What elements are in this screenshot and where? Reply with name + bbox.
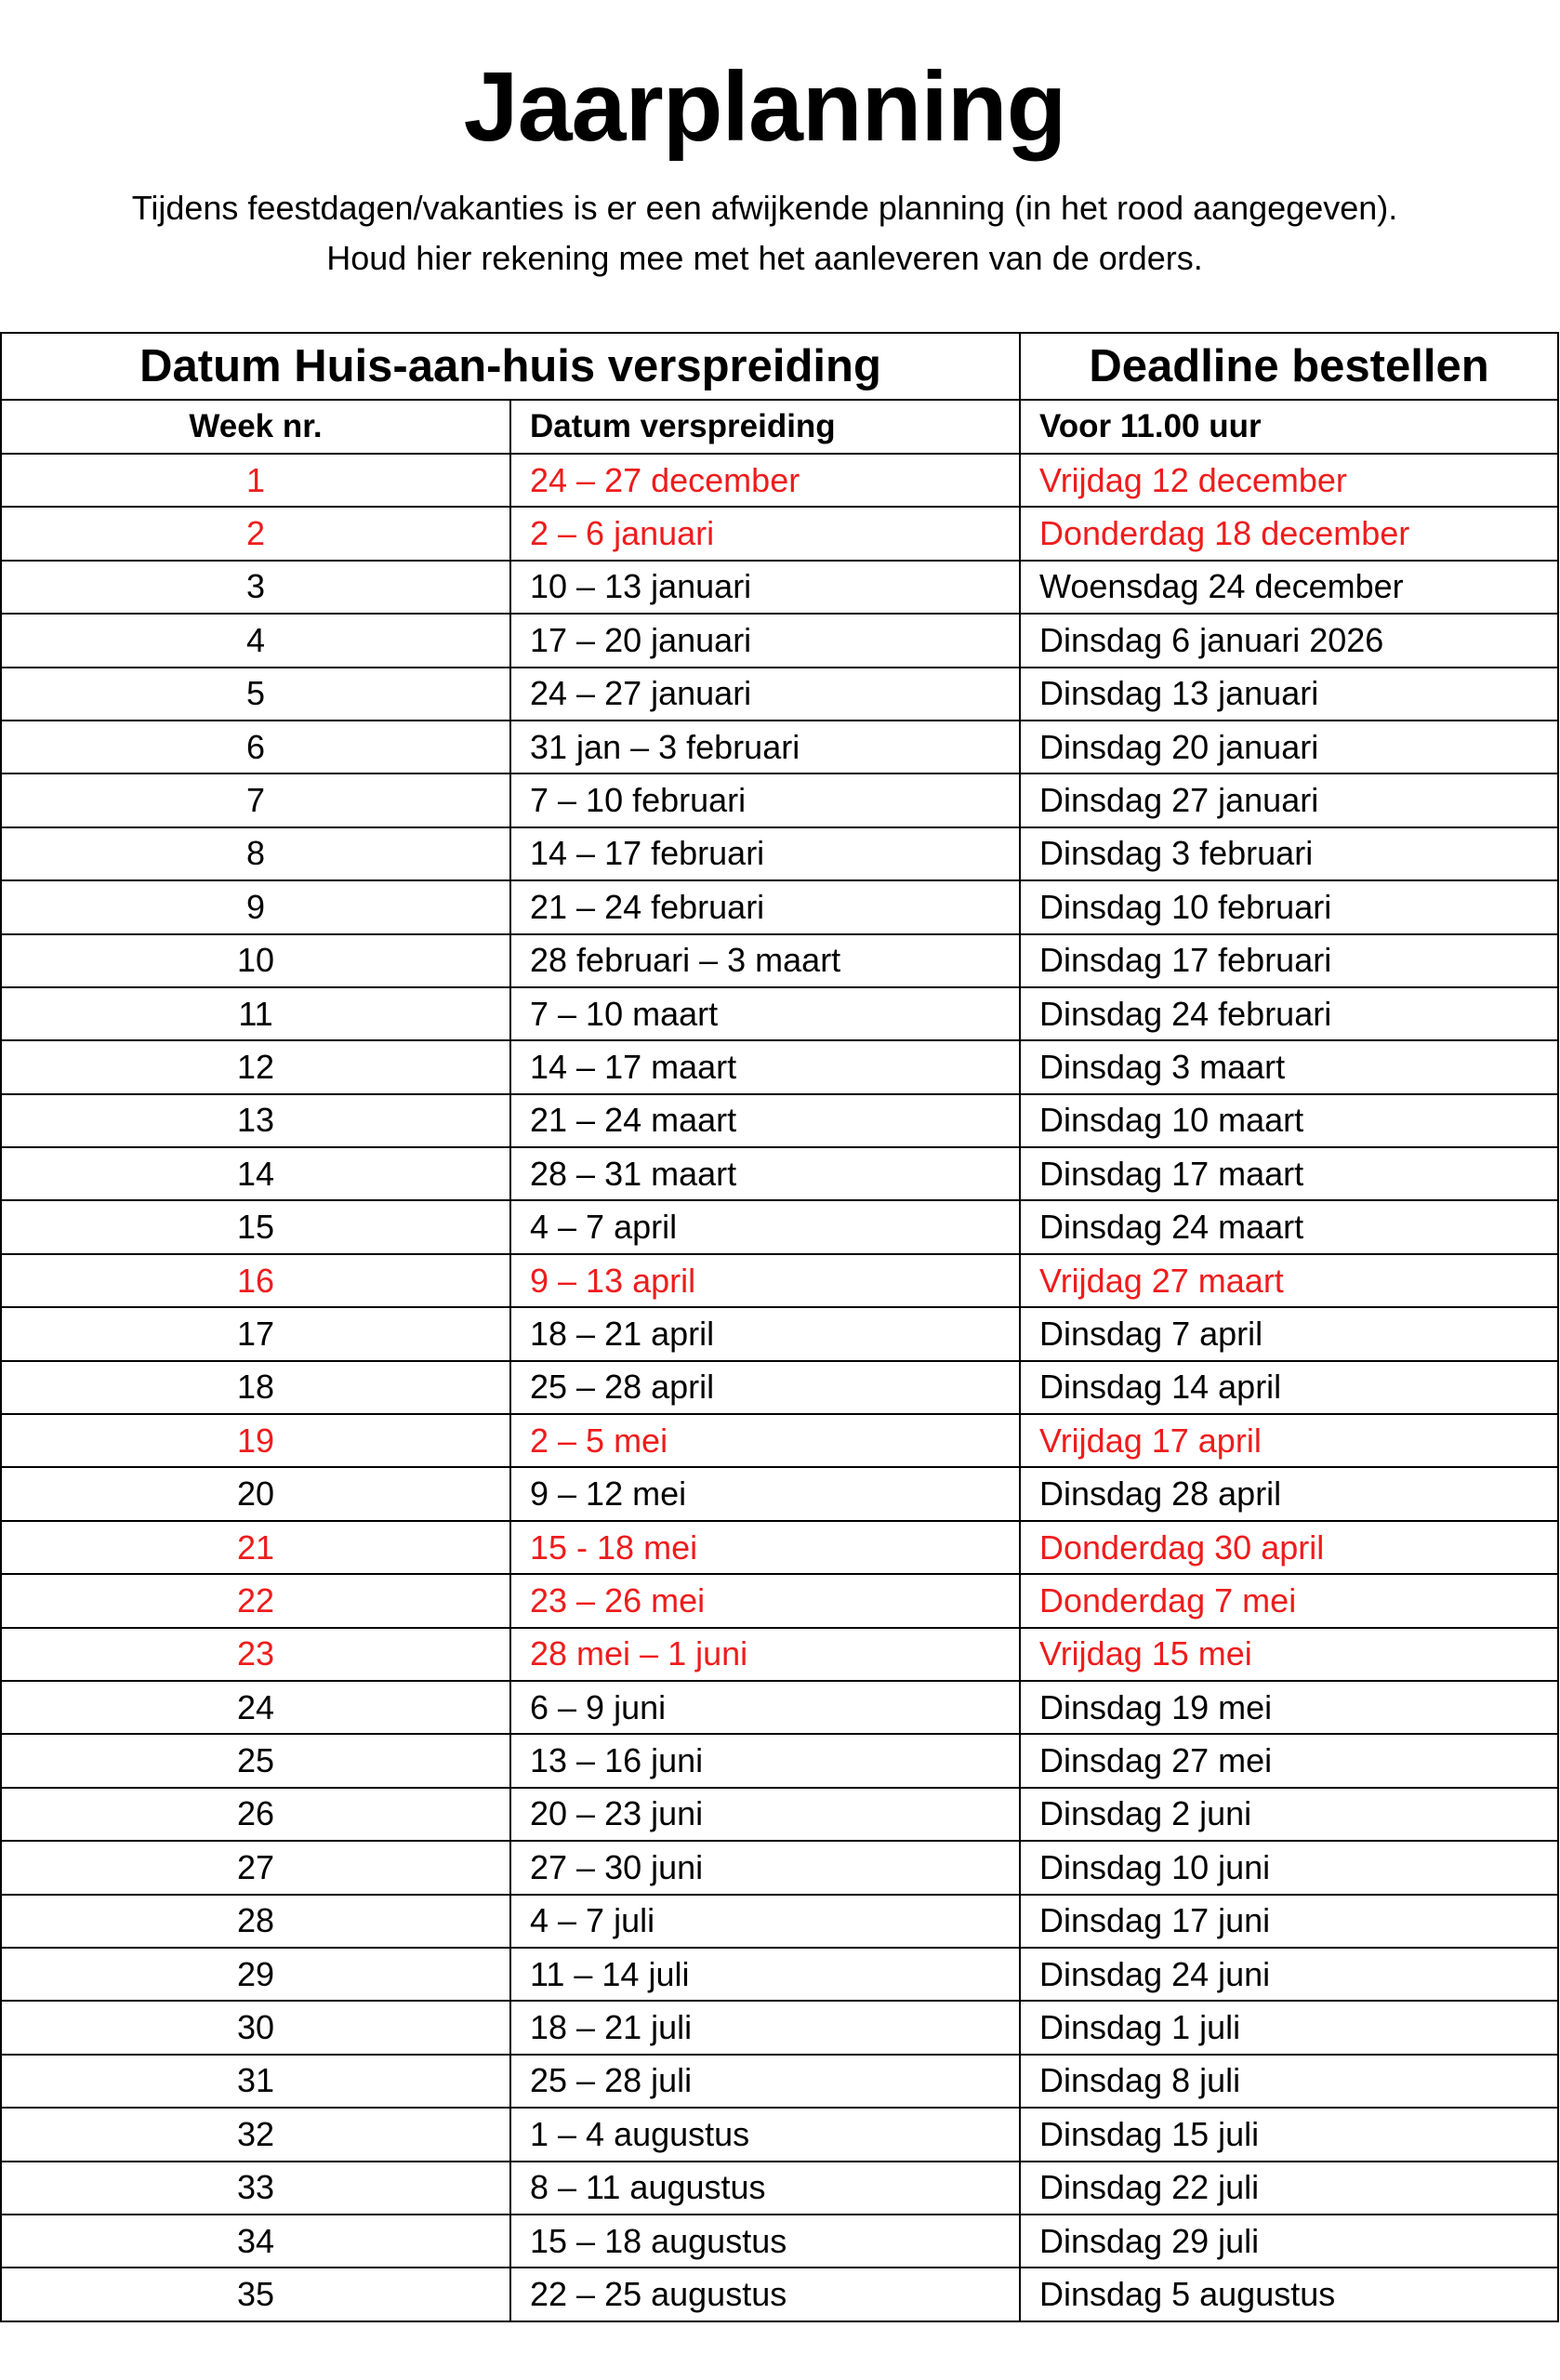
week-cell: 16 (1, 1254, 510, 1307)
deadline-cell: Dinsdag 1 juli (1020, 2001, 1558, 2054)
date-cell: 7 – 10 februari (510, 774, 1020, 826)
deadline-cell: Dinsdag 17 juni (1020, 1895, 1558, 1948)
deadline-cell: Vrijdag 12 december (1020, 454, 1558, 507)
date-cell: 18 – 21 juli (510, 2001, 1020, 2054)
table-row (1, 2055, 1558, 2108)
date-cell: 18 – 21 april (510, 1307, 1020, 1360)
week-cell: 8 (1, 827, 510, 880)
date-cell: 28 februari – 3 maart (510, 934, 1020, 987)
date-cell: 13 – 16 juni (510, 1734, 1020, 1787)
date-cell: 24 – 27 december (510, 454, 1020, 507)
week-cell: 14 (1, 1147, 510, 1200)
week-cell: 23 (1, 1628, 510, 1681)
table-row (1, 1147, 1558, 1200)
week-cell: 28 (1, 1895, 510, 1948)
date-cell: 28 mei – 1 juni (510, 1628, 1020, 1681)
date-cell: 24 – 27 januari (510, 668, 1020, 721)
column-header-row (1, 400, 1558, 454)
table-row (1, 987, 1558, 1040)
deadline-cell: Dinsdag 17 februari (1020, 934, 1558, 987)
week-cell: 6 (1, 721, 510, 774)
week-cell: 24 (1, 1681, 510, 1734)
deadline-cell: Donderdag 7 mei (1020, 1574, 1558, 1627)
week-cell: 12 (1, 1040, 510, 1093)
table-row (1, 614, 1558, 667)
table-row (1, 507, 1558, 560)
table-row (1, 934, 1558, 987)
deadline-cell: Dinsdag 14 april (1020, 1361, 1558, 1414)
table-row (1, 2162, 1558, 2215)
group-header-row (1, 333, 1558, 400)
week-cell: 34 (1, 2215, 510, 2268)
deadline-cell: Dinsdag 10 juni (1020, 1841, 1558, 1894)
date-cell: 4 – 7 juli (510, 1895, 1020, 1948)
week-cell: 7 (1, 774, 510, 826)
week-cell: 26 (1, 1788, 510, 1841)
date-cell: 28 – 31 maart (510, 1147, 1020, 1200)
date-cell: 20 – 23 juni (510, 1788, 1020, 1841)
deadline-cell: Dinsdag 7 april (1020, 1307, 1558, 1360)
table-row (1, 1681, 1558, 1734)
week-cell: 29 (1, 1948, 510, 2001)
table-row (1, 1788, 1558, 1841)
column-header-date: Datum verspreiding (510, 400, 1020, 454)
date-cell: 14 – 17 februari (510, 827, 1020, 880)
week-cell: 35 (1, 2268, 510, 2320)
date-cell: 23 – 26 mei (510, 1574, 1020, 1627)
week-cell: 3 (1, 561, 510, 614)
date-cell: 7 – 10 maart (510, 987, 1020, 1040)
deadline-cell: Donderdag 18 december (1020, 507, 1558, 560)
date-cell: 25 – 28 juli (510, 2055, 1020, 2108)
table-row (1, 1361, 1558, 1414)
table-row (1, 1734, 1558, 1787)
group-header-distribution: Datum Huis-aan-huis verspreiding (1, 333, 1020, 400)
deadline-cell: Dinsdag 24 juni (1020, 1948, 1558, 2001)
date-cell: 21 – 24 februari (510, 880, 1020, 933)
table-row (1, 1040, 1558, 1093)
week-cell: 4 (1, 614, 510, 667)
date-cell: 31 jan – 3 februari (510, 721, 1020, 774)
table-row (1, 454, 1558, 507)
table-row (1, 880, 1558, 933)
deadline-cell: Dinsdag 27 mei (1020, 1734, 1558, 1787)
table-row (1, 1574, 1558, 1627)
deadline-cell: Dinsdag 22 juli (1020, 2162, 1558, 2215)
week-cell: 5 (1, 668, 510, 721)
week-cell: 33 (1, 2162, 510, 2215)
week-cell: 31 (1, 2055, 510, 2108)
table-row (1, 2108, 1558, 2161)
subtitle-line-1: Tijdens feestdagen/vakanties is er een afwijkende planning (in het rood aangegeven). (131, 189, 1398, 227)
deadline-cell: Dinsdag 28 april (1020, 1467, 1558, 1520)
deadline-cell: Dinsdag 20 januari (1020, 721, 1558, 774)
deadline-cell: Dinsdag 29 juli (1020, 2215, 1558, 2268)
week-cell: 20 (1, 1467, 510, 1520)
deadline-cell: Dinsdag 3 maart (1020, 1040, 1558, 1093)
deadline-cell: Dinsdag 27 januari (1020, 774, 1558, 826)
date-cell: 2 – 6 januari (510, 507, 1020, 560)
table-row (1, 1841, 1558, 1894)
deadline-cell: Woensdag 24 december (1020, 561, 1558, 614)
deadline-cell: Dinsdag 10 februari (1020, 880, 1558, 933)
table-row (1, 2001, 1558, 2054)
table-row (1, 1628, 1558, 1681)
date-cell: 1 – 4 augustus (510, 2108, 1020, 2161)
table-row (1, 668, 1558, 721)
table-row (1, 1895, 1558, 1948)
week-cell: 9 (1, 880, 510, 933)
deadline-cell: Dinsdag 24 maart (1020, 1200, 1558, 1253)
week-cell: 32 (1, 2108, 510, 2161)
deadline-cell: Dinsdag 3 februari (1020, 827, 1558, 880)
date-cell: 11 – 14 juli (510, 1948, 1020, 2001)
date-cell: 2 – 5 mei (510, 1414, 1020, 1467)
week-cell: 17 (1, 1307, 510, 1360)
week-cell: 27 (1, 1841, 510, 1894)
date-cell: 15 – 18 augustus (510, 2215, 1020, 2268)
date-cell: 27 – 30 juni (510, 1841, 1020, 1894)
deadline-cell: Dinsdag 6 januari 2026 (1020, 614, 1558, 667)
week-cell: 19 (1, 1414, 510, 1467)
date-cell: 21 – 24 maart (510, 1094, 1020, 1147)
deadline-cell: Vrijdag 27 maart (1020, 1254, 1558, 1307)
deadline-cell: Dinsdag 24 februari (1020, 987, 1558, 1040)
deadline-cell: Vrijdag 15 mei (1020, 1628, 1558, 1681)
page-title: Jaarplanning (463, 52, 1066, 162)
table-row (1, 827, 1558, 880)
date-cell: 8 – 11 augustus (510, 2162, 1020, 2215)
week-cell: 15 (1, 1200, 510, 1253)
table-row (1, 721, 1558, 774)
week-cell: 30 (1, 2001, 510, 2054)
table-row (1, 1948, 1558, 2001)
table-row (1, 2268, 1558, 2320)
deadline-cell: Dinsdag 10 maart (1020, 1094, 1558, 1147)
table-row (1, 774, 1558, 826)
week-cell: 13 (1, 1094, 510, 1147)
deadline-cell: Donderdag 30 april (1020, 1521, 1558, 1574)
column-header-week: Week nr. (1, 400, 510, 454)
deadline-cell: Dinsdag 17 maart (1020, 1147, 1558, 1200)
table-row (1, 1254, 1558, 1307)
table-row (1, 1521, 1558, 1574)
date-cell: 15 - 18 mei (510, 1521, 1020, 1574)
week-cell: 25 (1, 1734, 510, 1787)
table-row (1, 1200, 1558, 1253)
table-row (1, 1094, 1558, 1147)
group-header-deadline: Deadline bestellen (1020, 333, 1558, 400)
week-cell: 21 (1, 1521, 510, 1574)
deadline-cell: Dinsdag 15 juli (1020, 2108, 1558, 2161)
table-row (1, 2215, 1558, 2268)
planning-table (0, 332, 1559, 2322)
date-cell: 9 – 12 mei (510, 1467, 1020, 1520)
week-cell: 2 (1, 507, 510, 560)
date-cell: 25 – 28 april (510, 1361, 1020, 1414)
deadline-cell: Dinsdag 13 januari (1020, 668, 1558, 721)
deadline-cell: Dinsdag 19 mei (1020, 1681, 1558, 1734)
table-row (1, 1467, 1558, 1520)
deadline-cell: Vrijdag 17 april (1020, 1414, 1558, 1467)
subtitle-line-2: Houd hier rekening mee met het aanleveren van de orders. (326, 239, 1203, 277)
date-cell: 4 – 7 april (510, 1200, 1020, 1253)
week-cell: 18 (1, 1361, 510, 1414)
table-row (1, 561, 1558, 614)
date-cell: 14 – 17 maart (510, 1040, 1020, 1093)
date-cell: 22 – 25 augustus (510, 2268, 1020, 2320)
deadline-cell: Dinsdag 8 juli (1020, 2055, 1558, 2108)
date-cell: 6 – 9 juni (510, 1681, 1020, 1734)
week-cell: 22 (1, 1574, 510, 1627)
date-cell: 17 – 20 januari (510, 614, 1020, 667)
week-cell: 1 (1, 454, 510, 507)
column-header-deadline: Voor 11.00 uur (1020, 400, 1558, 454)
date-cell: 9 – 13 april (510, 1254, 1020, 1307)
table-row (1, 1414, 1558, 1467)
deadline-cell: Dinsdag 2 juni (1020, 1788, 1558, 1841)
date-cell: 10 – 13 januari (510, 561, 1020, 614)
deadline-cell: Dinsdag 5 augustus (1020, 2268, 1558, 2320)
week-cell: 11 (1, 987, 510, 1040)
table-row (1, 1307, 1558, 1360)
week-cell: 10 (1, 934, 510, 987)
